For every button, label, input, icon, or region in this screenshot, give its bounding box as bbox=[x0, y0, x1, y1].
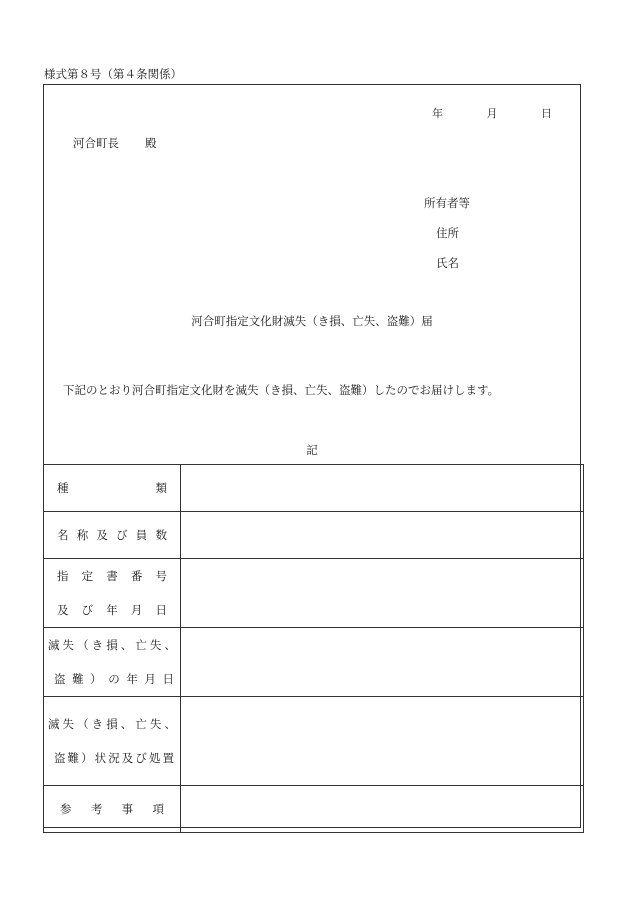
row-value-name-quantity[interactable] bbox=[181, 512, 584, 559]
table-row bbox=[44, 559, 584, 628]
row-label-remarks: 参考事項 bbox=[44, 786, 181, 833]
table-row bbox=[44, 628, 584, 697]
row-value-remarks[interactable] bbox=[181, 786, 584, 833]
owner-name-label: 氏名 bbox=[436, 256, 459, 270]
addressee-name: 河合町長 bbox=[73, 136, 119, 150]
addressee-honorific: 殿 bbox=[145, 136, 157, 150]
month-label: 月 bbox=[486, 107, 498, 120]
document-title: 河合町指定文化財滅失（き損、亡失、盗難）届 bbox=[191, 314, 433, 328]
table-row bbox=[44, 512, 584, 559]
row-label-designation: 指定書番号 及び年月日 bbox=[44, 559, 181, 628]
date-line bbox=[392, 105, 552, 121]
table-row bbox=[44, 786, 584, 833]
ki-heading: 記 bbox=[306, 443, 318, 457]
table-row bbox=[44, 465, 584, 512]
day-label: 日 bbox=[541, 107, 552, 120]
row-value-type[interactable] bbox=[181, 465, 584, 512]
row-value-loss-status[interactable] bbox=[181, 697, 584, 786]
row-label-loss-status: 滅失（き損、亡失、 盗難）状況及び処置 bbox=[44, 697, 181, 786]
year-label: 年 bbox=[432, 107, 443, 120]
table-row bbox=[44, 697, 584, 786]
row-value-designation[interactable] bbox=[181, 559, 584, 628]
row-label-name-quantity: 名称及び員数 bbox=[44, 512, 181, 559]
row-label-type: 種 類 bbox=[44, 465, 181, 512]
details-table bbox=[43, 464, 584, 833]
owner-heading: 所有者等 bbox=[424, 196, 470, 210]
addressee bbox=[73, 135, 157, 151]
row-value-loss-date[interactable] bbox=[181, 628, 584, 697]
form-number: 様式第８号（第４条関係） bbox=[44, 67, 182, 81]
body-text: 下記のとおり河合町指定文化財を滅失（き損、亡失、盗難）したのでお届けします。 bbox=[63, 383, 500, 397]
owner-address-label: 住所 bbox=[436, 226, 459, 240]
form-frame bbox=[43, 84, 581, 828]
row-label-loss-date: 滅失（き損、亡失、 盗難）の年月日 bbox=[44, 628, 181, 697]
